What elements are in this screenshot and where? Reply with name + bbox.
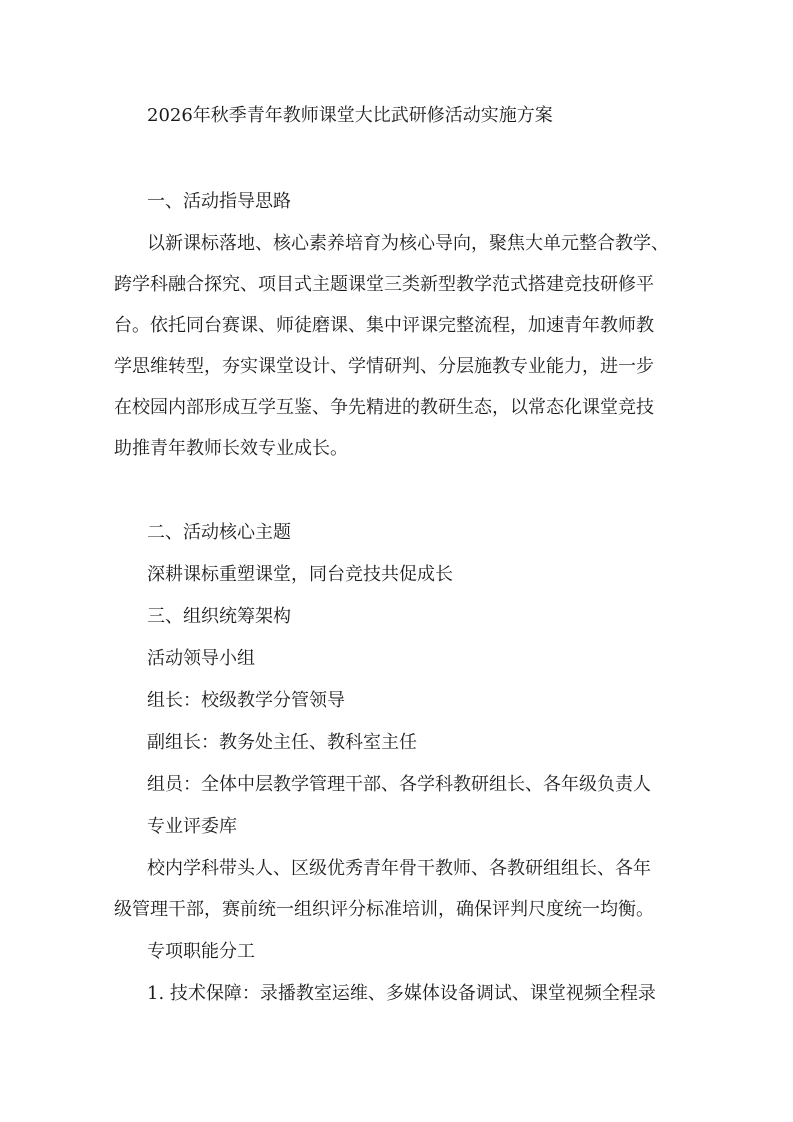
leading-group-label: 活动领导小组 — [147, 648, 255, 669]
paragraph-line: 以新课标落地、核心素养培育为核心导向，聚焦大单元整合教学、 — [147, 233, 669, 254]
panel-label: 专业评委库 — [147, 816, 237, 837]
duties-label: 专项职能分工 — [147, 941, 255, 962]
paragraph-line: 学思维转型，夯实课堂设计、学情研判、分层施教专业能力，进一步 — [114, 356, 654, 377]
paragraph-line: 跨学科融合探究、项目式主题课堂三类新型教学范式搭建竞技研修平 — [114, 274, 654, 295]
leader-line: 组长：校级教学分管领导 — [147, 690, 345, 711]
document-title: 2026年秋季青年教师课堂大比武研修活动实施方案 — [147, 105, 553, 126]
paragraph-line: 级管理干部，赛前统一组织评分标准培训，确保评判尺度统一均衡。 — [114, 899, 654, 920]
section-2-heading: 二、活动核心主题 — [147, 522, 291, 543]
members-line: 组员：全体中层教学管理干部、各学科教研组长、各年级负责人 — [147, 774, 651, 795]
duty-item: 1. 技术保障：录播教室运维、多媒体设备调试、课堂视频全程录 — [147, 983, 656, 1004]
paragraph-line: 校内学科带头人、区级优秀青年骨干教师、各教研组组长、各年 — [147, 858, 651, 879]
paragraph-line: 在校园内部形成互学互鉴、争先精进的教研生态，以常态化课堂竞技 — [114, 397, 654, 418]
paragraph-line: 助推青年教师长效专业成长。 — [114, 438, 348, 459]
theme-text: 深耕课标重塑课堂，同台竞技共促成长 — [147, 564, 453, 585]
deputy-line: 副组长：教务处主任、教科室主任 — [147, 732, 417, 753]
section-1-heading: 一、活动指导思路 — [147, 191, 291, 212]
section-3-heading: 三、组织统筹架构 — [147, 606, 291, 627]
paragraph-line: 台。依托同台赛课、师徒磨课、集中评课完整流程，加速青年教师教 — [114, 315, 654, 336]
